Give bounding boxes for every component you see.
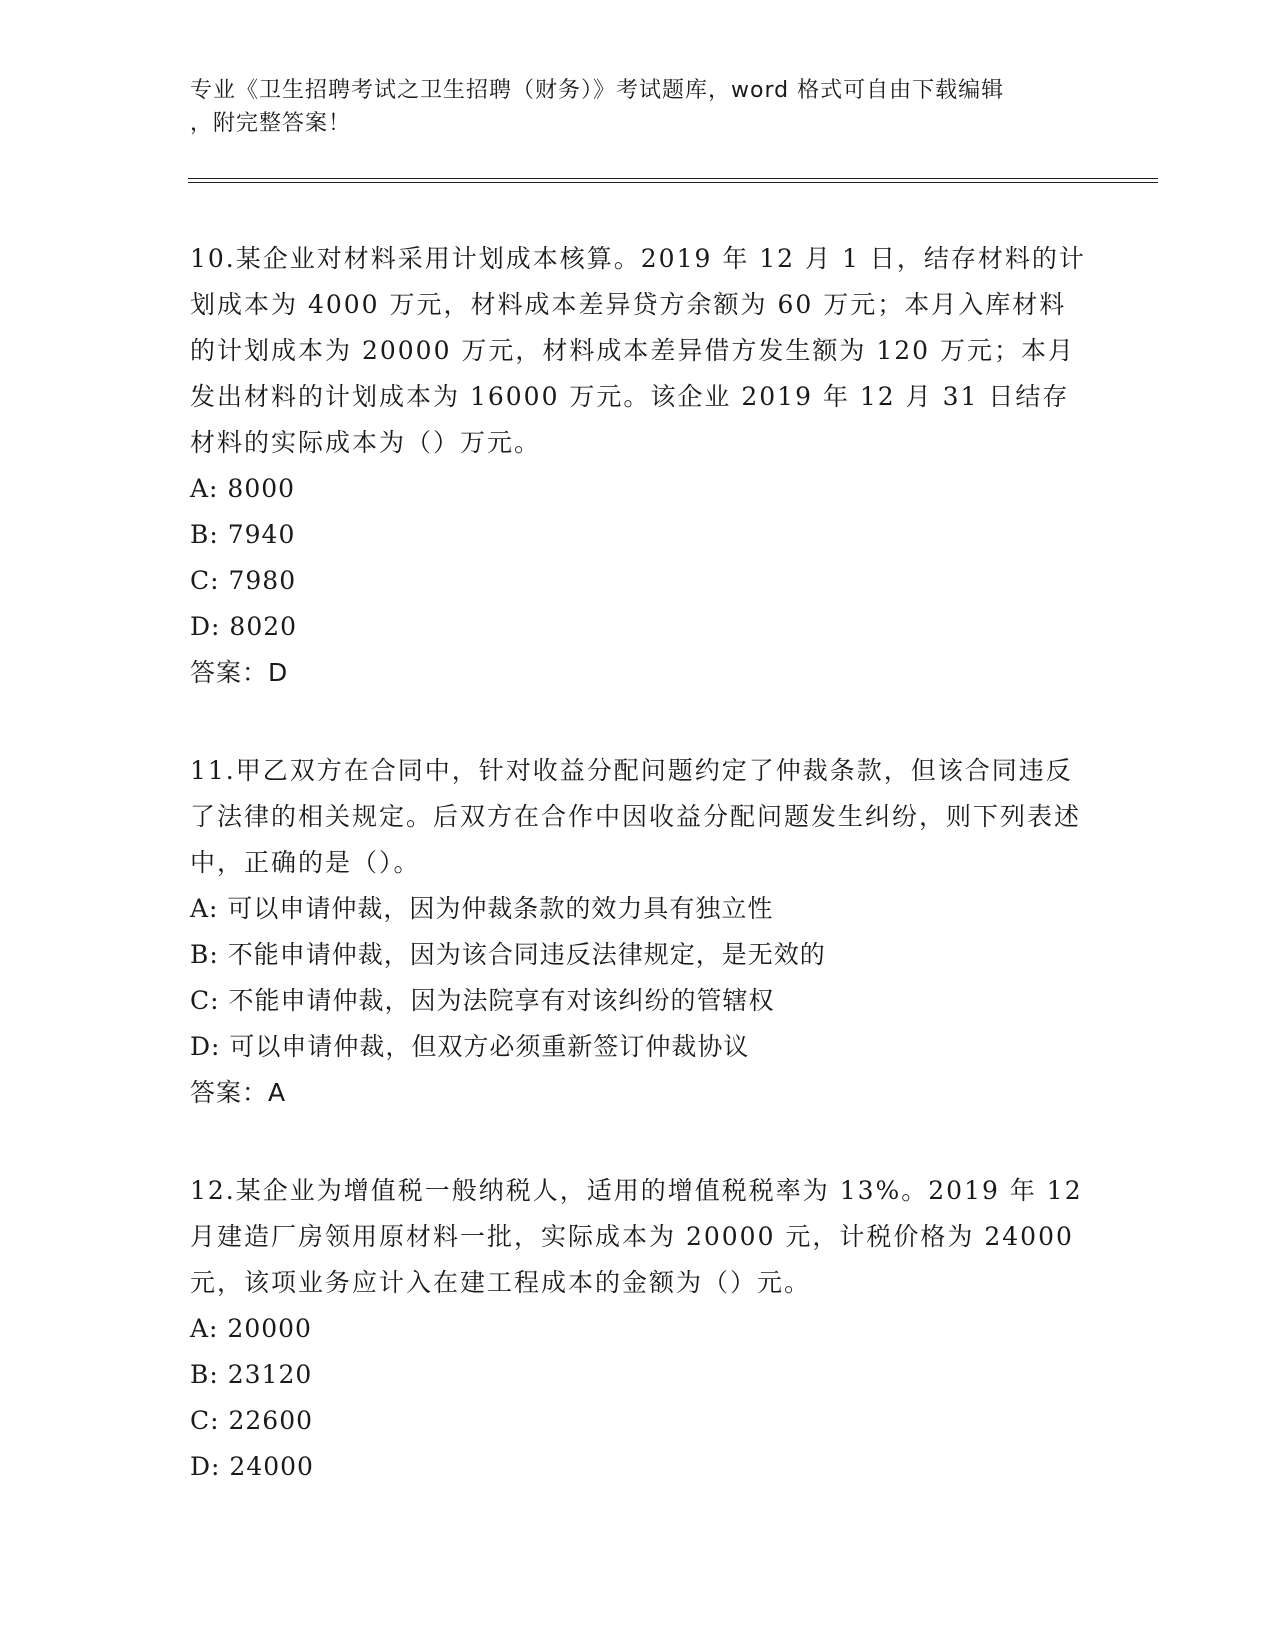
question-list <box>190 236 1090 1542</box>
header-divider <box>188 178 1158 183</box>
option-a: A: 8000 <box>190 474 296 503</box>
question-stem: 10.某企业对材料采用计划成本核算。2019 年 12 月 1 日，结存材料的计划成本为 4000 万元，材料成本差异贷方余额为 60 万元；本月入库材料的计划成本为 20000 万元，材料成本差异借方发生额为 120 万元；本月发出材料的计划成本为 16000 万元。该企业 2019 年 12 月 31 日结存材料的实际成本为（）万元。 <box>190 244 1086 457</box>
question-10 <box>190 236 1090 696</box>
header-line-2: ，附完整答案！ <box>190 111 352 136</box>
option-b: B: 7940 <box>190 520 296 549</box>
question-stem: 12.某企业为增值税一般纳税人，适用的增值税税率为 13%。2019 年 12 月建造厂房领用原材料一批，实际成本为 20000 元，计税价格为 24000 元，该项业务应计入在建工程成本的金额为（）元。 <box>190 1176 1083 1297</box>
option-d: D: 可以申请仲裁，但双方必须重新签订仲裁协议 <box>190 1032 750 1061</box>
answer-line: 答案：D <box>190 658 289 687</box>
question-stem: 11.甲乙双方在合同中，针对收益分配问题约定了仲裁条款，但该合同违反了法律的相关规定。后双方在合作中因收益分配问题发生纠纷，则下列表述中，正确的是（）。 <box>190 756 1082 877</box>
option-c: C: 7980 <box>190 566 297 595</box>
option-a: A: 20000 <box>190 1314 312 1343</box>
option-b: B: 不能申请仲裁，因为该合同违反法律规定，是无效的 <box>190 940 826 969</box>
page-header <box>190 74 1090 140</box>
option-d: D: 8020 <box>190 612 298 641</box>
option-c: C: 不能申请仲裁，因为法院享有对该纠纷的管辖权 <box>190 986 775 1015</box>
option-c: C: 22600 <box>190 1406 314 1435</box>
option-d: D: 24000 <box>190 1452 314 1481</box>
answer-line: 答案：A <box>190 1078 287 1107</box>
option-a: A: 可以申请仲裁，因为仲裁条款的效力具有独立性 <box>190 894 774 923</box>
question-12 <box>190 1168 1090 1490</box>
header-line-1: 专业《卫生招聘考试之卫生招聘（财务）》考试题库，word 格式可自由下载编辑 <box>190 78 1005 103</box>
question-11 <box>190 748 1090 1116</box>
option-b: B: 23120 <box>190 1360 313 1389</box>
